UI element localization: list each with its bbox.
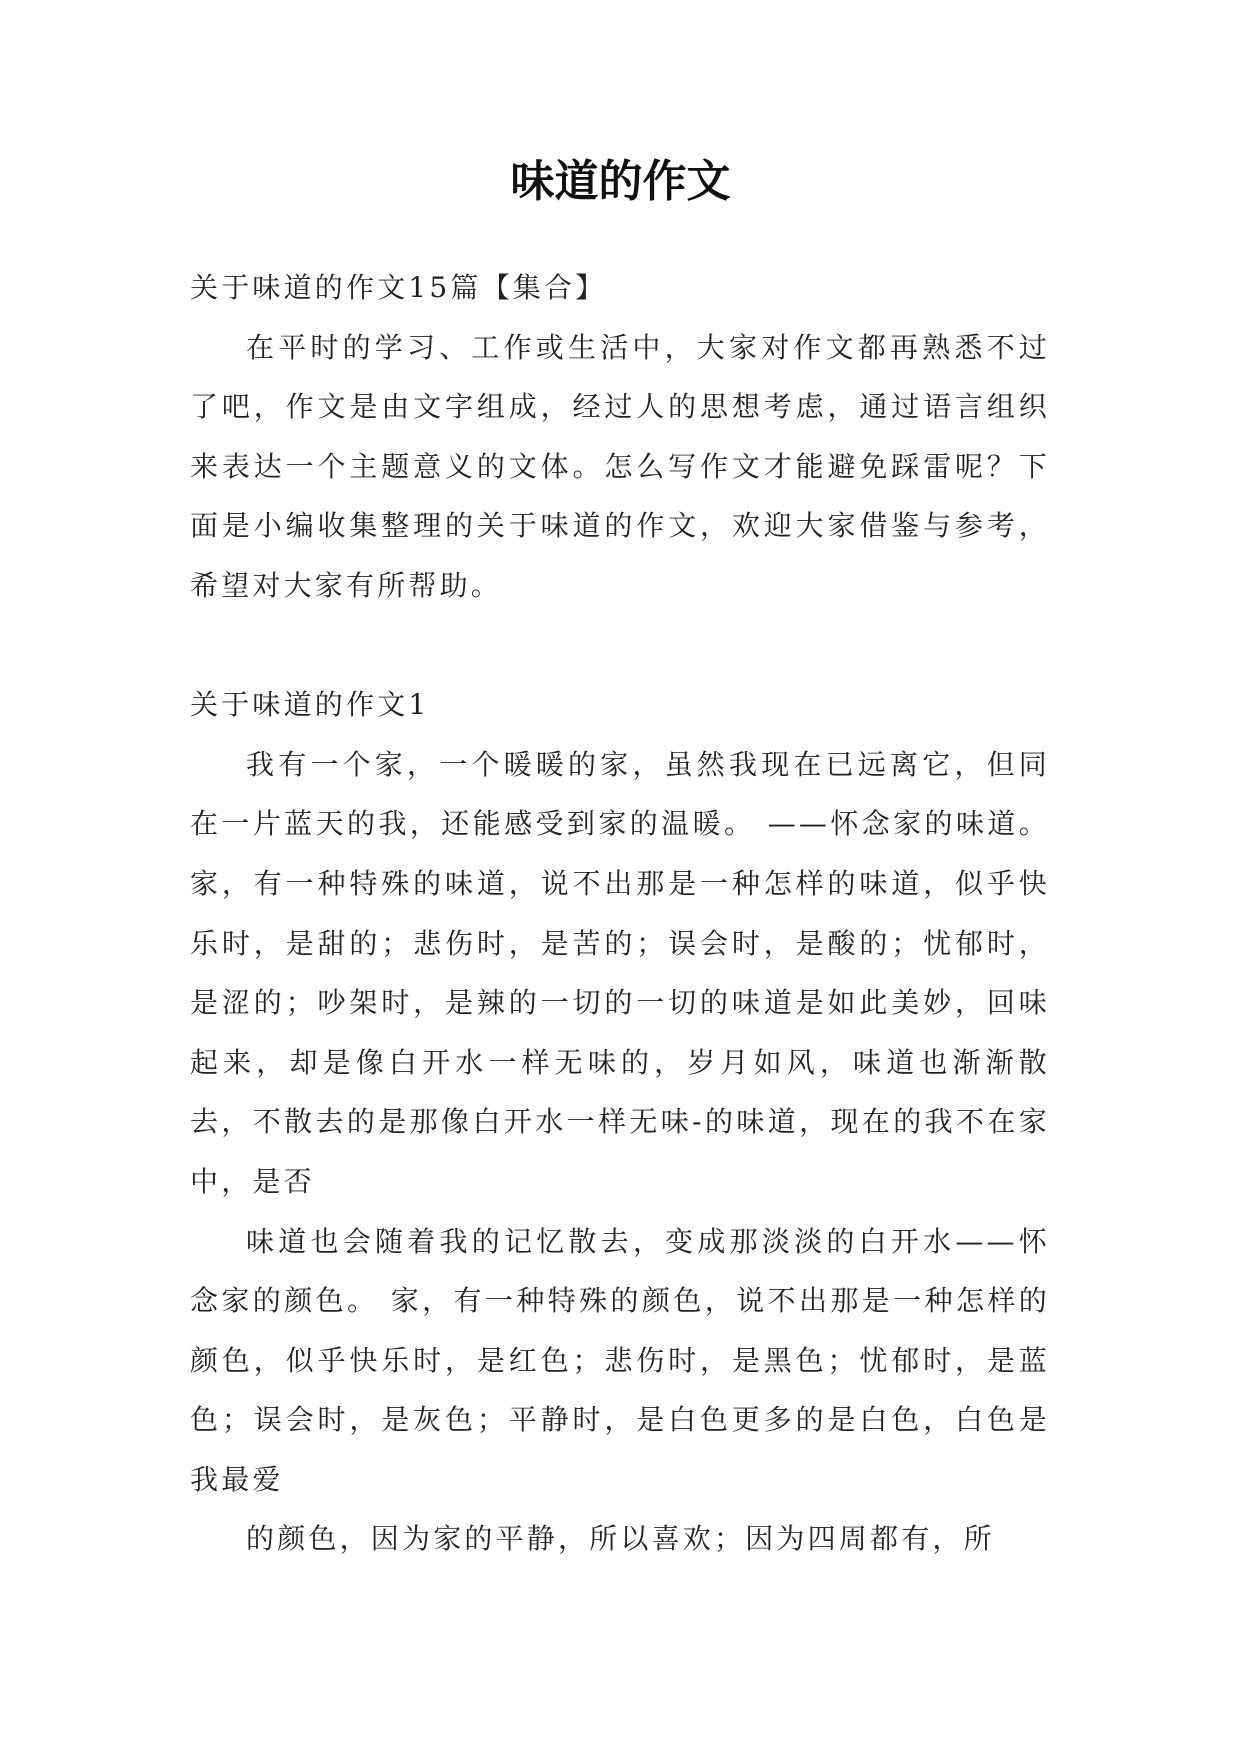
essay-paragraph: 的颜色，因为家的平静，所以喜欢；因为四周都有，所 — [246, 1522, 995, 1556]
essay-paragraph: 我有一个家，一个暖暖的家，虽然我现在已远离它，但同在一片蓝天的我，还能感受到家的温暖。 ——怀念家的味道。 家，有一种特殊的味道，说不出那是一种怎样的味道，似乎快乐时，是甜的；悲伤时，是苦的；误会时，是酸的；忧郁时，是涩的；吵架时，是辣的一切的一切的味道是如此美妙，回味起来，却是像白开水一样无味的，岁月如风，味道也渐渐散去，不散去的是那像白开水一样无味-的味道，现在的我不在家中，是否 — [190, 747, 1050, 1198]
collection-subtitle: 关于味道的作文15篇【集合】 — [190, 271, 607, 304]
intro-paragraph: 在平时的学习、工作或生活中，大家对作文都再熟悉不过了吧，作文是由文字组成，经过人的思想考虑，通过语言组织来表达一个主题意义的文体。怎么写作文才能避免踩雷呢？下面是小编收集整理的关于味道的作文，欢迎大家借鉴与参考，希望对大家有所帮助。 — [190, 330, 1050, 602]
essay-paragraph: 味道也会随着我的记忆散去，变成那淡淡的白开水——怀念家的颜色。 家，有一种特殊的颜色，说不出那是一种怎样的颜色，似乎快乐时，是红色；悲伤时，是黑色；忧郁时，是蓝色；误会时，是灰色；平静时，是白色更多的是白色，白色是我最爱 — [190, 1224, 1050, 1496]
document-title: 味道的作文 — [510, 156, 731, 207]
section-heading: 关于味道的作文1 — [190, 688, 430, 722]
document-body — [190, 258, 1050, 1569]
